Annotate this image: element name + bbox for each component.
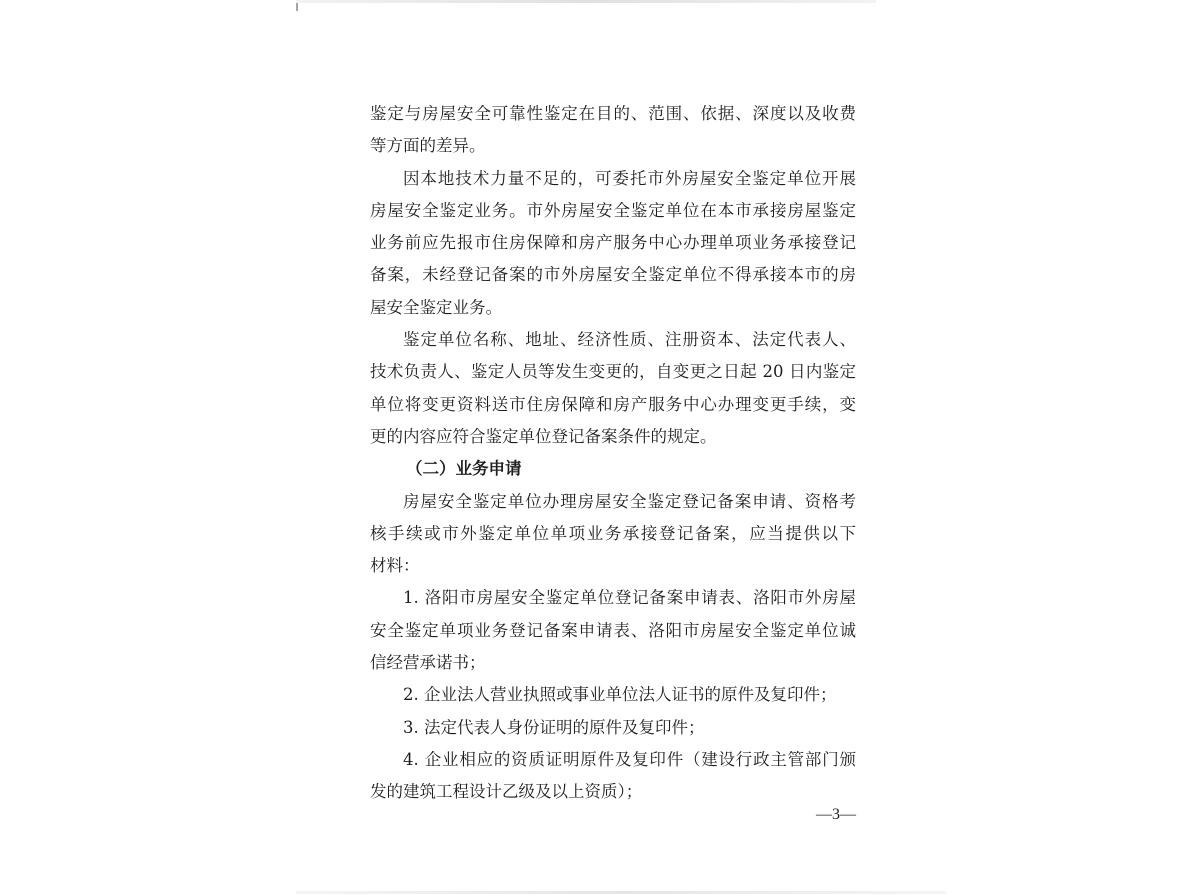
text-line: 技术负责人、鉴定人员等发生变更的，自变更之日起 20 日内鉴定 <box>370 362 856 382</box>
text-line: 房屋安全鉴定单位办理房屋安全鉴定登记备案申请、资格考 <box>403 491 856 511</box>
text-line: 信经营承诺书； <box>370 653 486 673</box>
text-line: 因本地技术力量不足的，可委托市外房屋安全鉴定单位开展 <box>403 168 856 188</box>
text-line: 鉴定与房屋安全可靠性鉴定在目的、范围、依据、深度以及收费 <box>370 104 856 123</box>
text-line: 业务前应先报市住房保障和房产服务中心办理单项业务承接登记 <box>370 233 856 253</box>
list-item: 1. 洛阳市房屋安全鉴定单位登记备案申请表、洛阳市外房屋 <box>403 588 856 608</box>
text-line: 单位将变更资料送市住房保障和房产服务中心办理变更手续，变 <box>370 394 856 414</box>
scan-mark <box>296 3 298 11</box>
text-line: 安全鉴定单项业务登记备案申请表、洛阳市房屋安全鉴定单位诚 <box>370 620 856 640</box>
text-line: 备案，未经登记备案的市外房屋安全鉴定单位不得承接本市的房 <box>370 265 856 285</box>
text-line: 材料： <box>370 556 420 576</box>
text-line: 更的内容应符合鉴定单位登记备案条件的规定。 <box>370 426 717 446</box>
text-line: 屋安全鉴定业务。 <box>370 297 502 317</box>
text-line: 鉴定单位名称、地址、经济性质、注册资本、法定代表人、 <box>403 330 856 350</box>
text-line: 房屋安全鉴定业务。市外房屋安全鉴定单位在本市承接房屋鉴定 <box>370 200 856 220</box>
scan-bottom-edge <box>296 891 946 894</box>
text-line: 等方面的差异。 <box>370 136 486 156</box>
body-text <box>370 98 856 809</box>
list-item: 2. 企业法人营业执照或事业单位法人证书的原件及复印件； <box>403 685 837 705</box>
section-heading: （二）业务申请 <box>406 459 522 479</box>
page-number: —3— <box>816 806 856 823</box>
text-line: 核手续或市外鉴定单位单项业务承接登记备案，应当提供以下 <box>370 523 856 543</box>
text-line: 发的建筑工程设计乙级及以上资质）； <box>370 782 643 802</box>
scan-top-edge <box>296 0 876 3</box>
list-item: 4. 企业相应的资质证明原件及复印件（建设行政主管部门颁 <box>403 749 856 769</box>
list-item: 3. 法定代表人身份证明的原件及复印件； <box>403 717 705 737</box>
